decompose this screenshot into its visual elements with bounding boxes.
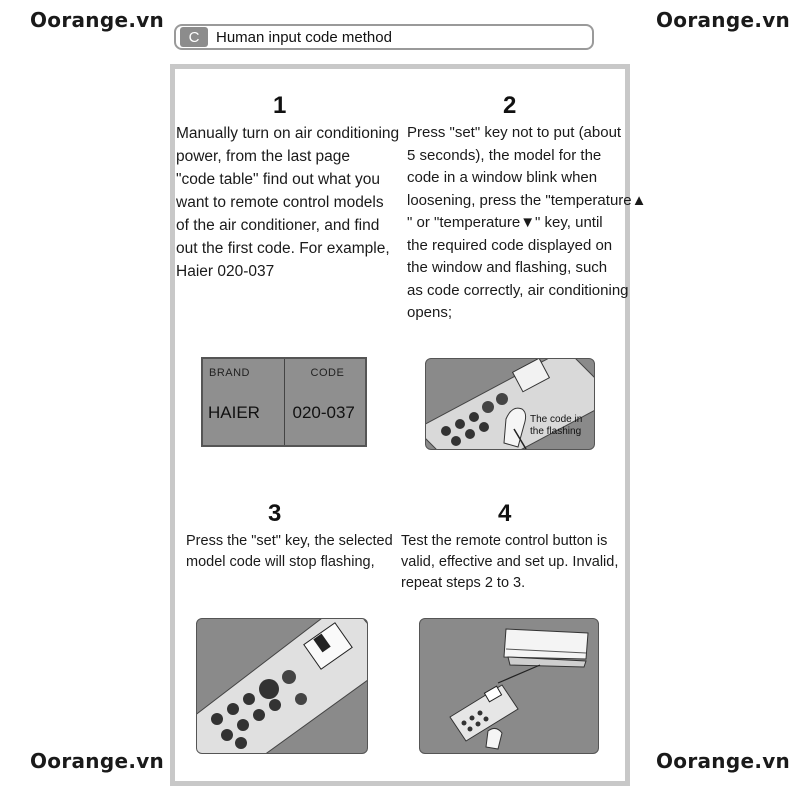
watermark-bottom-left: Oorange.vn [30, 749, 165, 773]
step-2-line: " or "temperature▼" key, until [407, 214, 603, 231]
section-header [174, 24, 594, 50]
step-1-line: out the first code. For example, [176, 240, 390, 257]
watermark-top-left: Oorange.vn [30, 8, 165, 32]
step-2-line: code in a window blink when [407, 169, 598, 186]
step-4-line: Test the remote control button is [401, 533, 608, 549]
code-flashing-caption [530, 414, 582, 438]
step-2-line: 5 seconds), the model for the [407, 146, 602, 164]
step-1-number: 1 [273, 92, 287, 119]
ac-test-svg [420, 619, 598, 753]
section-letter: C [180, 27, 208, 47]
caption-line: the flashing [530, 426, 582, 437]
step-1-line: of the air conditioner, and find [176, 217, 380, 234]
brand-label: BRAND [209, 367, 251, 379]
code-label: CODE [310, 367, 345, 379]
step-3-number: 3 [268, 500, 282, 527]
brand-column [203, 359, 284, 445]
step-2-text [407, 122, 646, 325]
step-2-number: 2 [503, 92, 517, 119]
step-1-line: "code table" find out what you [176, 171, 381, 188]
step-3-line: model code will stop flashing, [186, 554, 375, 570]
step-4-line: valid, effective and set up. Invalid, [401, 554, 619, 570]
code-value: 020-037 [292, 403, 355, 422]
step-3-text [186, 531, 393, 573]
step-2-line: loosening, press the "temperature▲ [407, 191, 647, 209]
remote-closeup-illustration [196, 618, 368, 754]
step-4-text [401, 531, 618, 594]
step-2-line: Press "set" key not to put (about [407, 124, 622, 141]
step-2-line: the window and flashing, such [407, 259, 608, 276]
brand-value: HAIER [208, 403, 260, 422]
step-2-line: opens; [407, 304, 453, 321]
remote-closeup-svg [197, 619, 367, 753]
step-2-line: the required code displayed on [407, 236, 613, 254]
step-4-number: 4 [498, 500, 512, 527]
step-1-line: Haier 020-037 [176, 263, 275, 280]
step-3-line: Press the "set" key, the selected [186, 533, 393, 549]
section-title: Human input code method [216, 28, 392, 46]
code-column [284, 359, 366, 445]
watermark-bottom-right: Oorange.vn [656, 749, 791, 773]
caption-line: The code in [530, 414, 583, 425]
step-1-line: Manually turn on air conditioning [176, 125, 400, 142]
step-1-line: power, from the last page [176, 148, 351, 165]
ac-test-illustration [419, 618, 599, 754]
watermark-top-right: Oorange.vn [656, 8, 791, 32]
step-1-text [176, 122, 399, 283]
step-4-line: repeat steps 2 to 3. [401, 575, 526, 591]
brand-code-table [201, 357, 367, 447]
remote-press-illustration [425, 358, 595, 450]
step-1-line: want to remote control models [176, 194, 384, 211]
step-2-line: as code correctly, air conditioning [407, 281, 629, 299]
